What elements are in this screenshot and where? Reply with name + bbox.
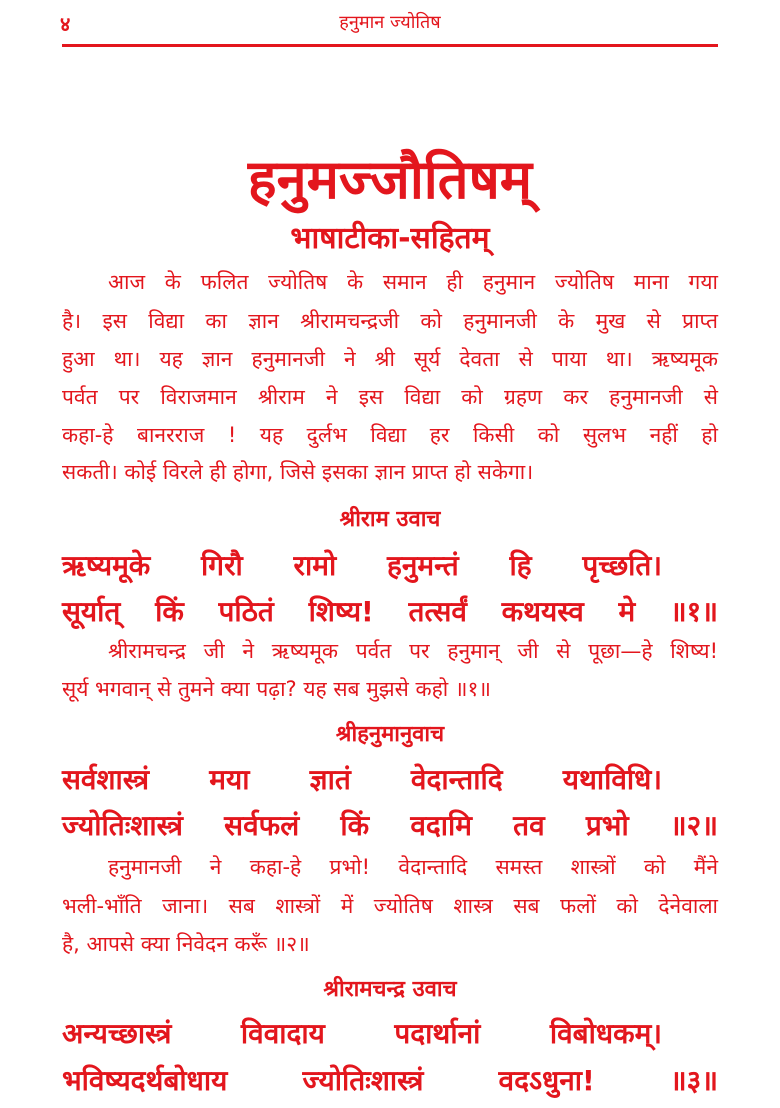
verse-line: सर्वशास्त्रं मया ज्ञातं वेदान्तादि यथाविधि।: [62, 763, 662, 796]
verse-line: ऋष्यमूके गिरौ रामो हनुमन्तं हि पृच्छति।: [62, 549, 662, 582]
verse-line: अन्यच्छास्त्रं विवादाय पदार्थानां विबोधकम्।: [62, 1017, 662, 1050]
intro-line: पर्वत पर विराजमान श्रीराम ने इस विद्या को ग्रहण कर हनुमानजी से: [62, 385, 718, 409]
verse-line: सूर्यात् किं पठितं शिष्य! तत्सर्वं कथयस्व मे ॥१॥: [62, 595, 718, 628]
verse-line: ज्योतिःशास्त्रं सर्वफलं किं वदामि तव प्रभो ॥२॥: [62, 809, 718, 842]
section-heading: श्रीरामचन्द्र उवाच: [323, 977, 457, 1002]
commentary-line: श्रीरामचन्द्र जी ने ऋष्यमूक पर्वत पर हनुमान् जी से पूछा—हे शिष्य!: [108, 639, 718, 663]
header-rule: [62, 44, 718, 47]
intro-line: कहा-हे बानरराज ! यह दुर्लभ विद्या हर किसी को सुलभ नहीं हो: [62, 423, 718, 447]
intro-line: आज के फलित ज्योतिष के समान ही हनुमान ज्योतिष माना गया: [108, 270, 718, 294]
commentary-line: भली-भाँति जाना। सब शास्त्रों में ज्योतिष शास्त्र सब फलों को देनेवाला: [62, 894, 718, 918]
commentary-line: है, आपसे क्या निवेदन करूँ ॥२॥: [62, 932, 310, 956]
running-title: हनुमान ज्योतिष: [339, 12, 441, 33]
commentary-line: हनुमानजी ने कहा-हे प्रभो! वेदान्तादि समस्त शास्त्रों को मैंने: [108, 855, 718, 879]
section-heading: श्रीराम उवाच: [339, 507, 441, 532]
section-heading: श्रीहनुमानुवाच: [335, 722, 445, 747]
commentary-line: सूर्य भगवान् से तुमने क्या पढ़ा? यह सब मुझसे कहो ॥१॥: [62, 677, 491, 701]
page-subtitle: भाषाटीका-सहितम्: [290, 221, 490, 256]
intro-line: सकती। कोई विरले ही होगा, जिसे इसका ज्ञान प्राप्त हो सकेगा।: [62, 460, 534, 484]
verse-line: भविष्यदर्थबोधाय ज्योतिःशास्त्रं वदऽधुना! ॥३॥: [62, 1064, 718, 1097]
page-title: हनुमज्जौतिषम्: [247, 148, 533, 211]
page-number: ४: [60, 12, 71, 36]
intro-line: हुआ था। यह ज्ञान हनुमानजी ने श्री सूर्य देवता से पाया था। ऋष्यमूक: [62, 347, 718, 371]
intro-line: है। इस विद्या का ज्ञान श्रीरामचन्द्रजी को हनुमानजी के मुख से प्राप्त: [62, 309, 718, 333]
